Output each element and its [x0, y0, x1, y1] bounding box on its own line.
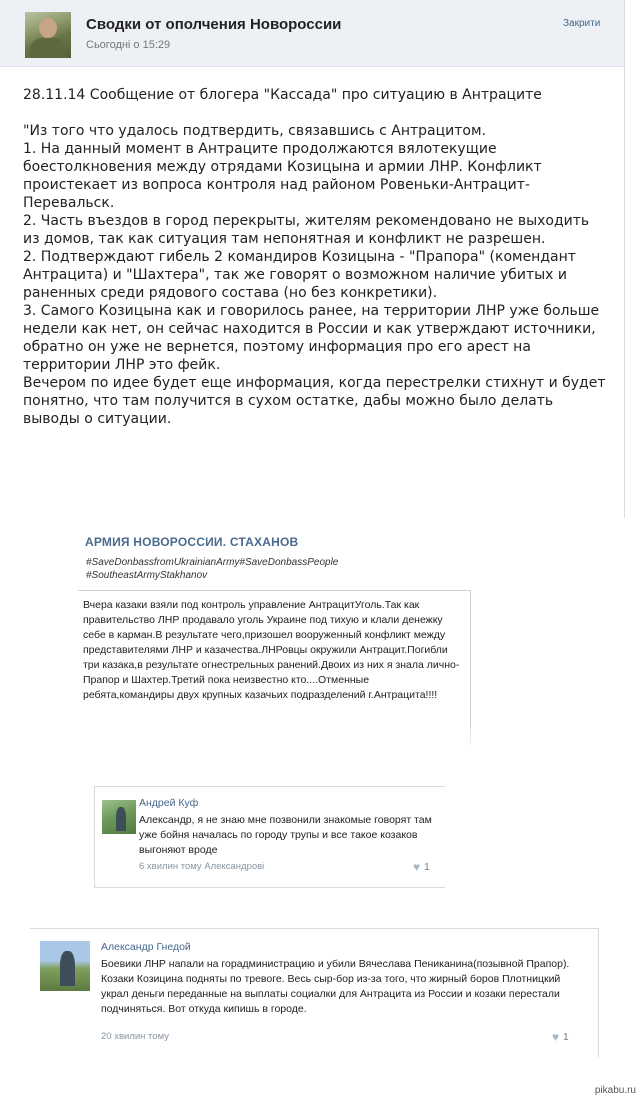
post-card [0, 0, 625, 518]
comment-meta: 20 хвилин тому [101, 1031, 169, 1042]
hashtag-line: #SaveDonbassfromUkrainianArmy#SaveDonbassPeople [86, 557, 339, 568]
comment-meta: 6 хвилин тому Александрові [139, 861, 265, 872]
site-watermark: pikabu.ru [594, 1085, 636, 1096]
post-paragraph: 1. На данный момент в Антраците продолжаются вялотекущие боестолкновения между отрядами Козицына и армии ЛНР. Конфликт проистекает из вопроса контроля над районом Ровеньки-Антрацит-Перевальск. [23, 141, 542, 211]
comment-text: Боевики ЛНР напали на горадминистрацию и убили Вячеслава Пениканина(позывной Прапор). Козаки Козицина подняты по тревоге. Весь сыр-бор из-за того, что жирный боров Плотницкий украл деньги переданные на выплаты социалки для Антрацита из России и козаки перестали подчиняться. Вот откуда кипишь в городе. [101, 958, 570, 1015]
comment-andrey [94, 786, 445, 888]
commenter-name[interactable]: Андрей Куф [139, 797, 199, 809]
post-paragraph: 2. Подтверждают гибель 2 командиров Козицына - "Прапора" (комендант Антрацита) и "Шахтера", так же говорят о возможном наличие убитых и раненных среди рядового состава (но без конкретики). [23, 249, 576, 301]
like-button[interactable] [413, 860, 430, 874]
post-paragraph: Вечером по идее будет еще информация, когда перестрелки стихнут и будет понятно, что там получится в сухом остатке, дабы можно было делать выводы о ситуации. [23, 375, 606, 427]
group-avatar[interactable] [25, 12, 71, 58]
embedded-screenshot-group-post [72, 524, 472, 750]
heart-icon: ♥ [413, 860, 421, 874]
commenter-avatar[interactable] [40, 941, 90, 991]
embedded-post-text: Вчера казаки взяли под контроль управление АнтрацитУголь.Так как правительство ЛНР продавало уголь Украине под тихую и клали денежку себе в карман.В результате чего,призошел вооруженный конфликт между представителями ЛНР и казачества.ЛНРовцы окружили Антрацит.Погибли три казака,в результате огнестрельных ранений.Двоих из них я знала лично-Прапор и Шахтер.Третий пока неизвестно кто....Отменные ребята,командиры двух крупных казачьих подразделений г.Антрацита!!!! [83, 599, 460, 701]
close-button[interactable]: Закрити [563, 18, 601, 29]
like-count: 1 [563, 1031, 569, 1043]
commenter-avatar[interactable] [102, 800, 136, 834]
post-header [0, 0, 624, 67]
embedded-group-title: АРМИЯ НОВОРОССИИ. СТАХАНОВ [85, 535, 299, 549]
post-paragraph: "Из того что удалось подтвердить, связавшись с Антрацитом. [23, 123, 486, 139]
like-button[interactable] [552, 1030, 569, 1044]
hashtag-line: #SoutheastArmyStakhanov [86, 570, 208, 581]
post-paragraph: 3. Самого Козицына как и говорилось ранее, на территории ЛНР уже больше недели как нет, он сейчас находится в России и как утверждают источники, обратно он уже не вернется, поэтому информация про его арест на территории ЛНР это фейк. [23, 303, 600, 373]
comment-text: Александр, я не знаю мне позвонили знакомые говорят там уже бойня началась по городу трупы и все такое козаков выгоняют вроде [139, 814, 432, 856]
group-name[interactable]: Сводки от ополчения Новороссии [86, 16, 342, 33]
like-count: 1 [424, 861, 430, 873]
commenter-name[interactable]: Александр Гнедой [101, 941, 191, 953]
post-paragraph: 28.11.14 Сообщение от блогера "Кассада" про ситуацию в Антраците [23, 87, 542, 103]
embedded-hashtags [86, 556, 338, 582]
comment-alexandr [30, 928, 599, 1057]
heart-icon: ♥ [552, 1030, 560, 1044]
post-time: Сьогодні о 15:29 [86, 39, 171, 51]
cropped-fade [72, 728, 472, 750]
post-text [23, 86, 608, 428]
post-paragraph: 2. Часть въездов в город перекрыты, жителям рекомендовано не выходить из домов, так как ситуация там непонятная и конфликт не разрешен. [23, 213, 590, 247]
